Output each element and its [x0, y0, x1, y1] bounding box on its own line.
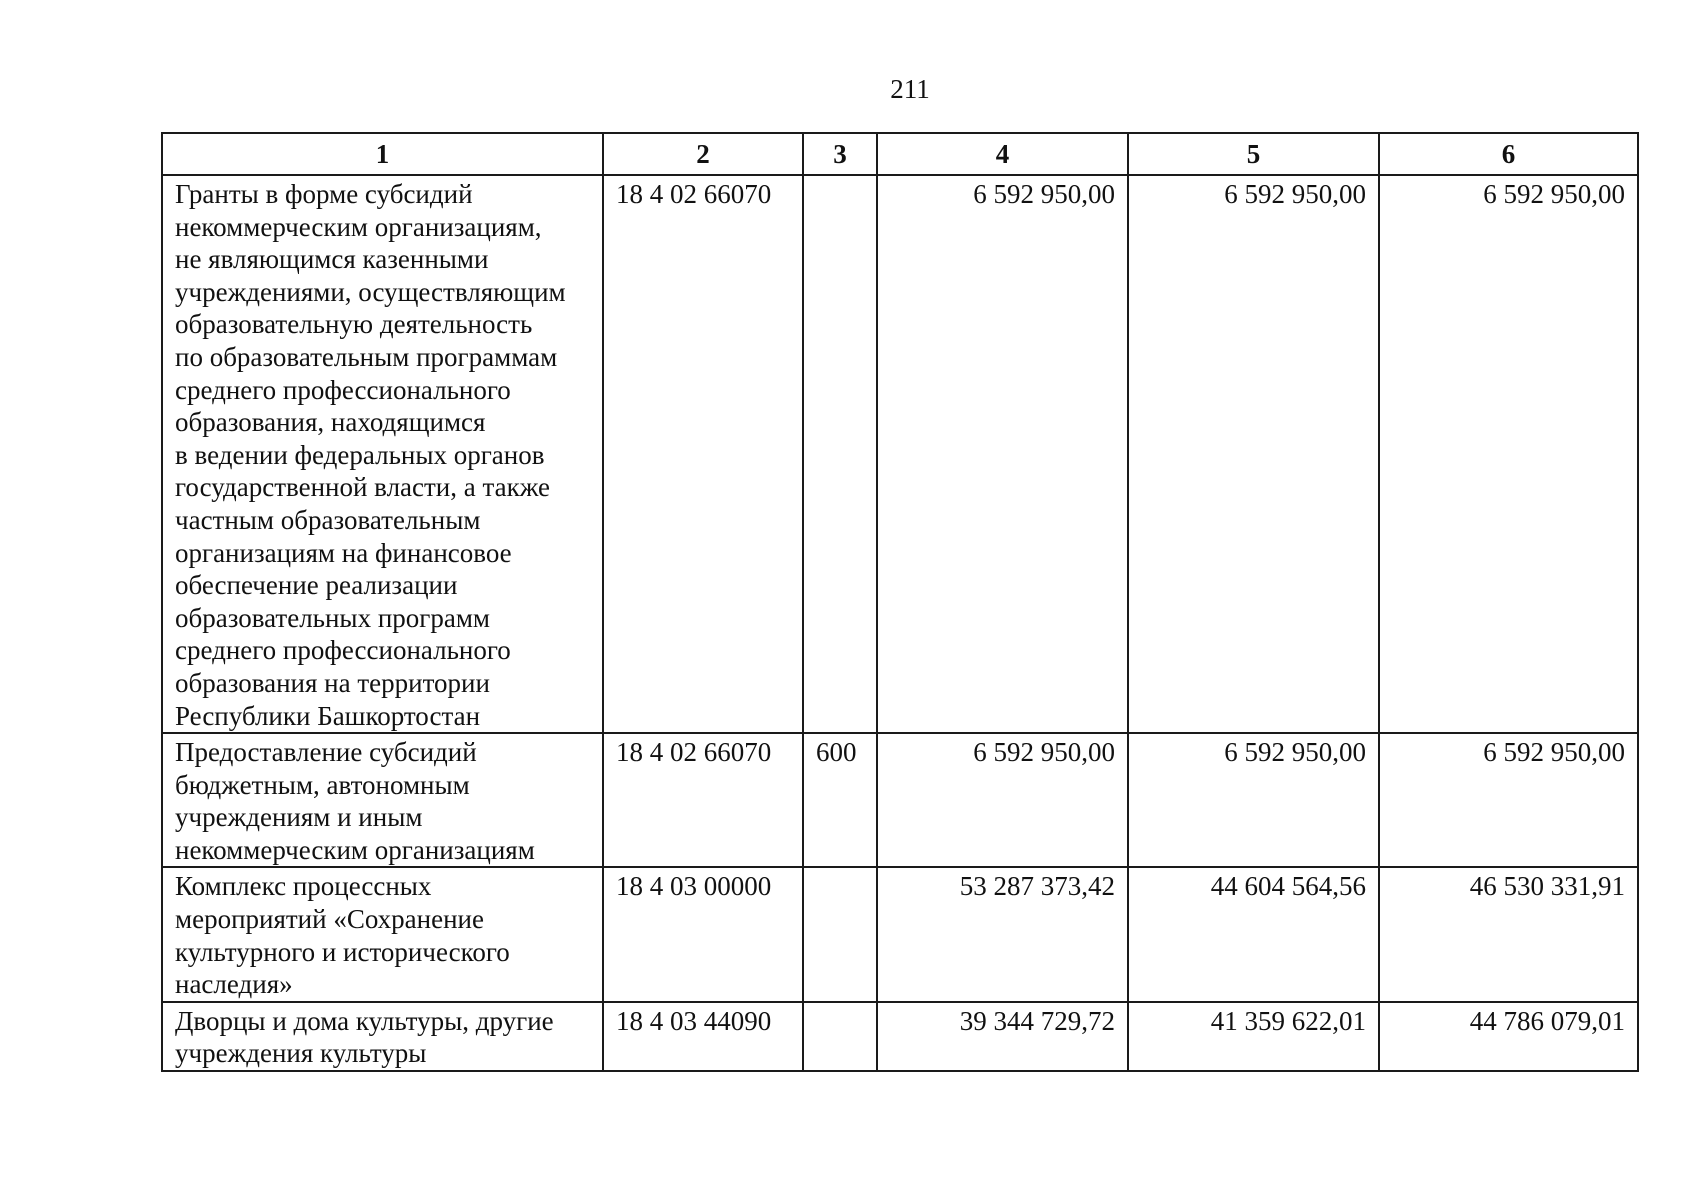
column-header-4: 4 — [877, 133, 1128, 175]
row-name: Гранты в форме субсидий некоммерческим организациям, не являющимся казенными учреждениями, осуществляющим образовательную деятельность по образовательным программам среднего профессионального образования, находящимся в ведении федеральных органов государственной власти, а также частным образовательным организациям на финансовое обеспечение реализации образовательных программ среднего профессионального образования на территории Республики Башкортостан — [162, 175, 603, 733]
table-row — [162, 733, 1638, 867]
row-expense-type — [803, 1002, 877, 1071]
budget-table — [161, 132, 1639, 1072]
row-sum-2: 6 592 950,00 — [1128, 733, 1379, 867]
row-expense-type — [803, 867, 877, 1001]
row-code: 18 4 03 00000 — [603, 867, 803, 1001]
row-sum-2: 44 604 564,56 — [1128, 867, 1379, 1001]
row-sum-2: 41 359 622,01 — [1128, 1002, 1379, 1071]
column-header-2: 2 — [603, 133, 803, 175]
row-expense-type: 600 — [803, 733, 877, 867]
table-row — [162, 175, 1638, 733]
row-name: Предоставление субсидий бюджетным, автономным учреждениям и иным некоммерческим организациям — [162, 733, 603, 867]
row-expense-type — [803, 175, 877, 733]
row-sum-3: 46 530 331,91 — [1379, 867, 1638, 1001]
row-name: Дворцы и дома культуры, другие учреждения культуры — [162, 1002, 603, 1071]
row-sum-1: 6 592 950,00 — [877, 733, 1128, 867]
row-name: Комплекс процессных мероприятий «Сохранение культурного и исторического наследия» — [162, 867, 603, 1001]
table-header-row — [162, 133, 1638, 175]
page-number: 211 — [890, 74, 930, 104]
table-row — [162, 1002, 1638, 1071]
row-sum-2: 6 592 950,00 — [1128, 175, 1379, 733]
table-row — [162, 867, 1638, 1001]
row-sum-3: 6 592 950,00 — [1379, 175, 1638, 733]
column-header-5: 5 — [1128, 133, 1379, 175]
row-sum-1: 6 592 950,00 — [877, 175, 1128, 733]
row-sum-3: 44 786 079,01 — [1379, 1002, 1638, 1071]
row-code: 18 4 02 66070 — [603, 175, 803, 733]
row-sum-3: 6 592 950,00 — [1379, 733, 1638, 867]
row-sum-1: 53 287 373,42 — [877, 867, 1128, 1001]
row-code: 18 4 03 44090 — [603, 1002, 803, 1071]
row-code: 18 4 02 66070 — [603, 733, 803, 867]
column-header-6: 6 — [1379, 133, 1638, 175]
row-sum-1: 39 344 729,72 — [877, 1002, 1128, 1071]
column-header-3: 3 — [803, 133, 877, 175]
column-header-1: 1 — [162, 133, 603, 175]
